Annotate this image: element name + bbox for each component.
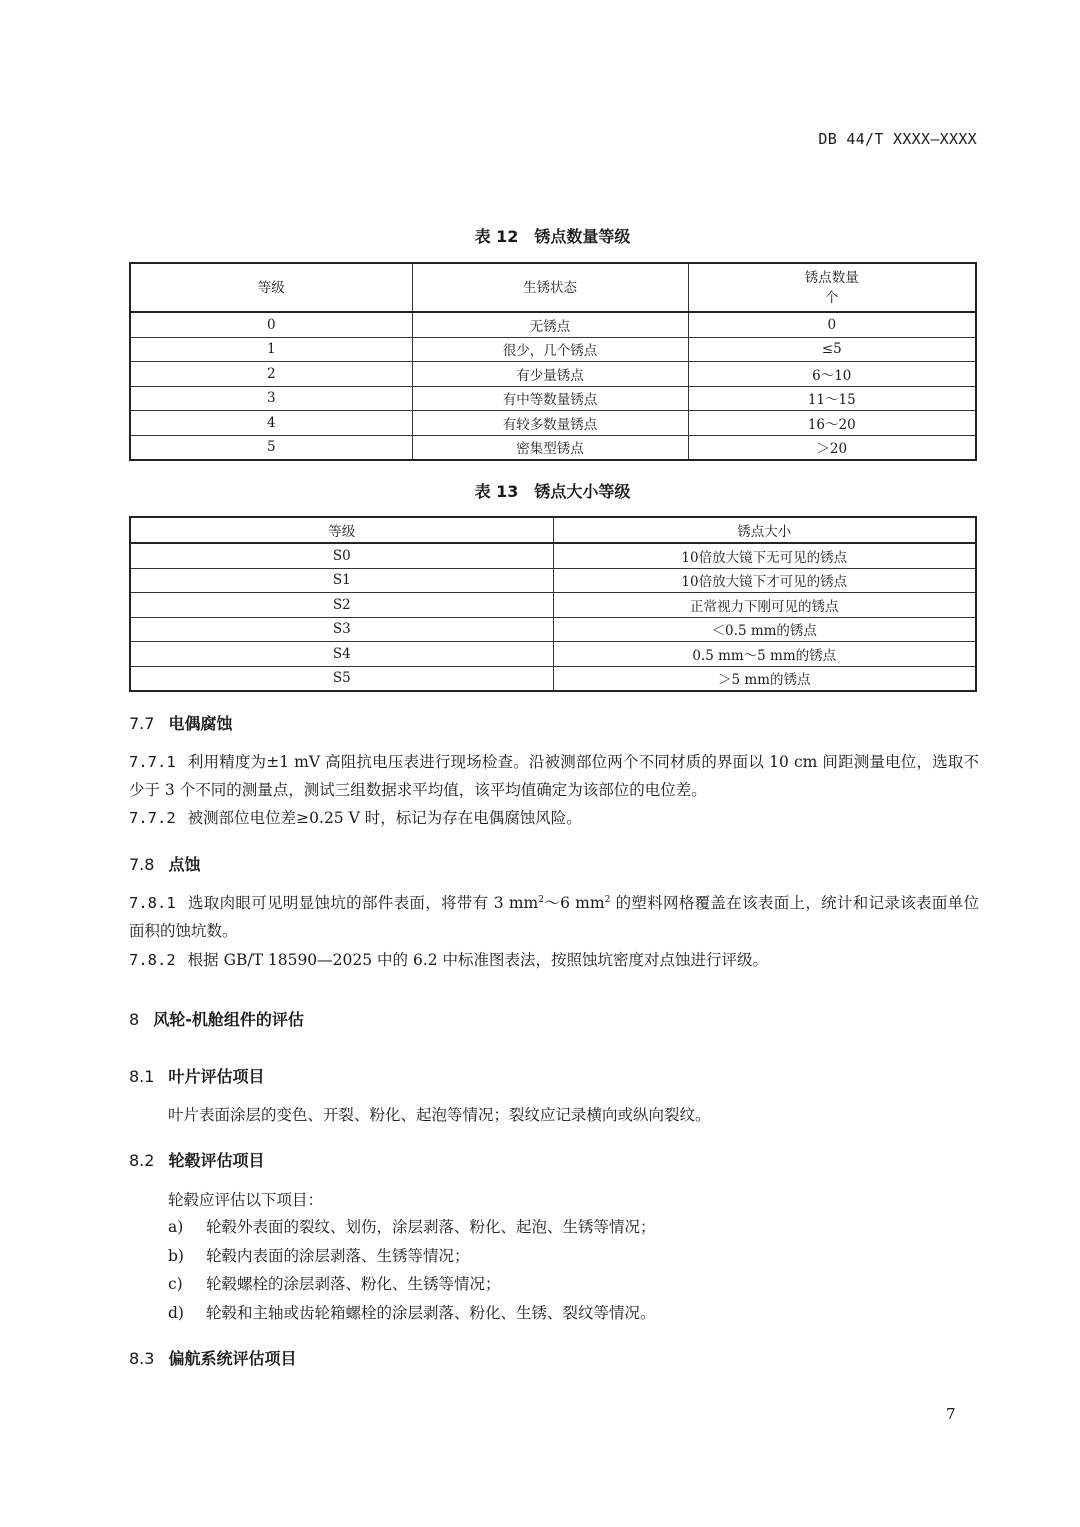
table-header: 等级 xyxy=(130,263,412,312)
table-cell: S3 xyxy=(130,617,553,642)
paragraph-7-7-1: 7.7.1 利用精度为±1 mV 高阻抗电压表进行现场检查。沿被测部位两个不同材质的界面以 10 cm 间距测量电位，选取不少于 3 个不同的测量点，测试三组数据求平均值，该平均值确定为该部位的电位差。 xyxy=(129,753,979,799)
table-cell: ≤5 xyxy=(688,337,976,362)
table-cell: 16～20 xyxy=(688,411,976,436)
table-cell: 无锈点 xyxy=(412,312,688,337)
paragraph-7-7-2: 7.7.2 被测部位电位差≥0.25 V 时，标记为存在电偶腐蚀风险。 xyxy=(129,809,582,827)
table-cell: 很少，几个锈点 xyxy=(412,337,688,362)
table-row xyxy=(130,411,976,436)
table-row xyxy=(130,642,976,667)
table-cell: 2 xyxy=(130,362,412,387)
table-cell: 有少量锈点 xyxy=(412,362,688,387)
table-cell: ＜0.5 mm的锈点 xyxy=(553,617,976,642)
list-item: b) 轮毂内表面的涂层剥落、生锈等情况； xyxy=(168,1246,470,1265)
table-cell: 5 xyxy=(130,435,412,460)
table-cell: 0.5 mm～5 mm的锈点 xyxy=(553,642,976,667)
section-heading-7-7: 7.7 电偶腐蚀 xyxy=(129,714,233,733)
table-row xyxy=(130,593,976,618)
section-heading-8-3: 8.3 偏航系统评估项目 xyxy=(129,1349,297,1368)
table-header: 生锈状态 xyxy=(412,263,688,312)
table-row xyxy=(130,312,976,337)
table-header: 等级 xyxy=(130,517,553,543)
table-row xyxy=(130,617,976,642)
paragraph-8-1: 叶片表面涂层的变色、开裂、粉化、起泡等情况；裂纹应记录横向或纵向裂纹。 xyxy=(168,1106,711,1124)
table-cell: 0 xyxy=(130,312,412,337)
table-cell: 3 xyxy=(130,386,412,411)
section-heading-7-8: 7.8 点蚀 xyxy=(129,855,201,874)
list-8-2 xyxy=(168,1213,656,1327)
table-cell: 有中等数量锈点 xyxy=(412,386,688,411)
table-header: 锈点大小 xyxy=(553,517,976,543)
document-code: DB 44/T XXXX—XXXX xyxy=(818,130,977,148)
table-row xyxy=(130,568,976,593)
table-12-rust-count-grade xyxy=(129,262,977,461)
section-heading-8-1: 8.1 叶片评估项目 xyxy=(129,1067,265,1086)
table-row xyxy=(130,435,976,460)
table-cell: S4 xyxy=(130,642,553,667)
table-cell: 正常视力下刚可见的锈点 xyxy=(553,593,976,618)
table-cell: 0 xyxy=(688,312,976,337)
paragraph-7-8-1: 7.8.1 选取肉眼可见明显蚀坑的部件表面，将带有 3 $mm^2\sim 6$ $mm^2$ 的塑料网格覆盖在该表面上，统计和记录该表面单位面积的蚀坑数。 xyxy=(129,894,979,940)
table-13-title: 表 13 锈点大小等级 xyxy=(474,482,631,501)
table-12-title: 表 12 锈点数量等级 xyxy=(474,227,631,246)
table-cell: 有较多数量锈点 xyxy=(412,411,688,436)
table-cell: S1 xyxy=(130,568,553,593)
table-row xyxy=(130,386,976,411)
section-heading-8-2: 8.2 轮毂评估项目 xyxy=(129,1151,265,1170)
paragraph-8-2-intro: 轮毂应评估以下项目： xyxy=(168,1191,324,1209)
table-13-rust-size-grade xyxy=(129,516,977,692)
table-row xyxy=(130,666,976,691)
table-header: 锈点数量 个 xyxy=(688,263,976,312)
table-cell: 11～15 xyxy=(688,386,976,411)
table-cell: 10倍放大镜下无可见的锈点 xyxy=(553,543,976,568)
list-item: a) 轮毂外表面的裂纹、划伤，涂层剥落、粉化、起泡、生锈等情况； xyxy=(168,1218,656,1236)
table-cell: ＞20 xyxy=(688,435,976,460)
table-cell: 6～10 xyxy=(688,362,976,387)
table-cell: S2 xyxy=(130,593,553,618)
table-cell: S0 xyxy=(130,543,553,568)
table-cell: ＞5 mm的锈点 xyxy=(553,666,976,691)
table-cell: 10倍放大镜下才可见的锈点 xyxy=(553,568,976,593)
table-cell: 密集型锈点 xyxy=(412,435,688,460)
table-row xyxy=(130,543,976,568)
table-cell: 1 xyxy=(130,337,412,362)
table-row xyxy=(130,362,976,387)
table-cell: 4 xyxy=(130,411,412,436)
page-number: 7 xyxy=(946,1405,956,1423)
list-item: d) 轮毂和主轴或齿轮箱螺栓的涂层剥落、粉化、生锈、裂纹等情况。 xyxy=(168,1303,656,1322)
list-item: c) 轮毂螺栓的涂层剥落、粉化、生锈等情况； xyxy=(168,1275,501,1293)
table-row xyxy=(130,337,976,362)
section-heading-8: 8 风轮-机舱组件的评估 xyxy=(129,1010,304,1029)
paragraph-7-8-2: 7.8.2 根据 GB/T 18590—2025 中的 6.2 中标准图表法，按照蚀坑密度对点蚀进行评级。 xyxy=(129,951,769,969)
table-cell: S5 xyxy=(130,666,553,691)
